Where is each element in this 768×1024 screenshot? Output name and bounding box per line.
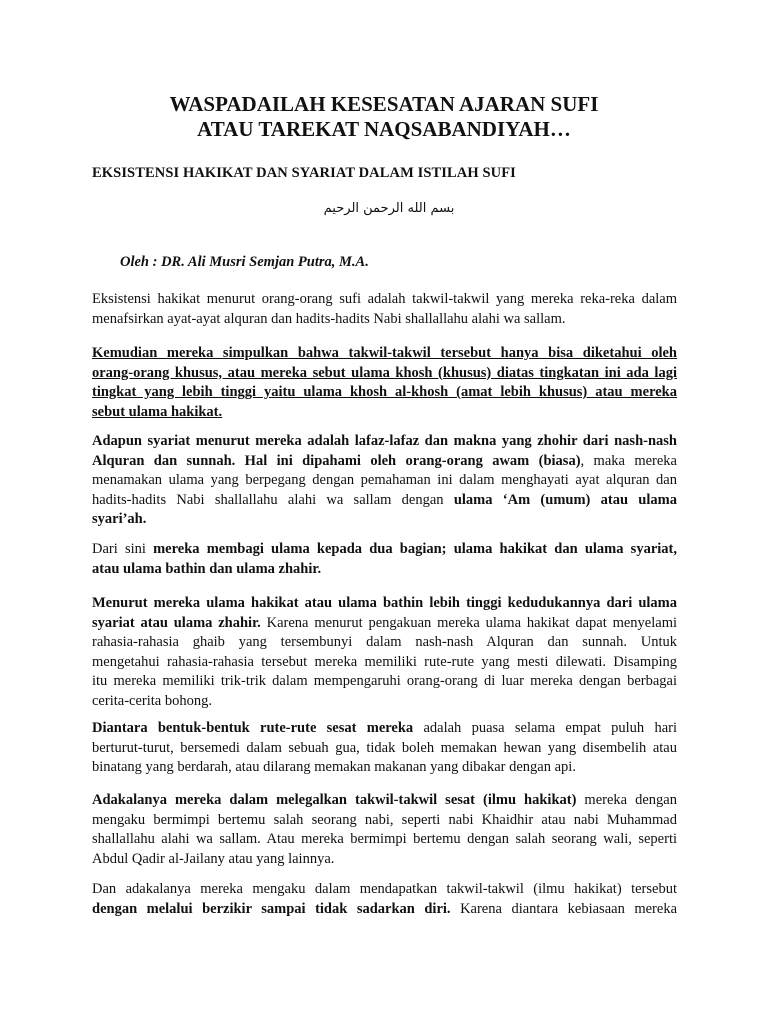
paragraph-8	[92, 880, 677, 919]
bold-text: sebut ulama hakikat.	[92, 403, 223, 420]
bold-text: ulama ‘Am (umum) atau ulama	[453, 491, 677, 508]
paragraph-5	[92, 594, 677, 711]
paragraph-line: mengetahui rahasia-rahasia tersebut mereka memiliki rute-rute yang mesti dilewati. Disamping	[92, 653, 677, 670]
bold-text: syari’ah.	[92, 511, 147, 527]
paragraph-line	[92, 560, 677, 580]
bold-text: Adakalanya mereka dalam melegalkan takwil-takwil sesat (ilmu hakikat)	[92, 792, 577, 808]
basmala-text: بسم الله الرحمن الرحيم	[323, 201, 455, 216]
paragraph-line	[92, 491, 677, 511]
paragraph-line	[92, 719, 677, 739]
document-title	[0, 92, 768, 142]
paragraph-4	[92, 540, 677, 579]
bold-text: Adapun syariat menurut mereka adalah lafaz-lafaz dan makna yang zhohir dari nash-nash	[92, 433, 677, 449]
paragraph-2	[92, 344, 677, 422]
paragraph-line	[92, 510, 677, 530]
paragraph-line	[92, 344, 677, 364]
paragraph-line: menamakan ulama yang berpegang dengan pemahaman ini dalam menghayati ayat alquran dan	[92, 472, 677, 488]
paragraph-line: Abdul Qadir al-Jailany atau yang lainnya.	[92, 850, 335, 867]
paragraph-line	[92, 403, 677, 423]
paragraph-3	[92, 432, 677, 530]
bold-text: Diantara bentuk-bentuk rute-rute sesat mereka	[92, 720, 414, 736]
paragraph-1	[92, 290, 677, 329]
plain-text: Karena diantara kebiasaan mereka	[450, 900, 677, 917]
paragraph-line	[92, 791, 677, 811]
bold-text: dengan melalui berzikir sampai tidak sadarkan diri.	[92, 900, 451, 917]
paragraph-line: shallallahu alahi wa sallam. Atau mereka bermimpi bertemu dengan salah seorang wali, seperti	[92, 831, 677, 847]
bold-text: Kemudian mereka simpulkan bahwa takwil-takwil tersebut hanya bisa diketahui oleh	[92, 345, 677, 361]
paragraph-line	[92, 452, 677, 472]
paragraph-line	[92, 614, 677, 634]
paragraph-line: cerita-cerita bohong.	[92, 692, 212, 709]
plain-text: , maka mereka	[580, 452, 677, 469]
paragraph-line	[92, 432, 677, 452]
plain-text: Dari sini	[92, 541, 154, 557]
bold-text: Menurut mereka ulama hakikat atau ulama bathin lebih tinggi kedudukannya dari ulama	[92, 595, 677, 611]
plain-text: Karena menurut pengakuan mereka ulama hakikat dapat menyelami	[260, 614, 677, 631]
bold-text: mereka membagi ulama kepada dua bagian; ulama hakikat dan ulama syariat,	[153, 541, 677, 557]
paragraph-6	[92, 719, 677, 778]
bold-text: orang-orang khusus, atau mereka sebut ulama khosh (khusus) diatas tingkatan ini ada lagi	[92, 364, 677, 381]
paragraph-line: binatang yang berdarah, atau dilarang memakan makanan yang dibakar dengan api.	[92, 759, 576, 775]
title-line-2: ATAU TAREKAT NAQSABANDIYAH…	[197, 117, 571, 141]
paragraph-7	[92, 791, 677, 869]
bold-text: Alquran dan sunnah. Hal ini dipahami oleh orang-orang awam (biasa)	[92, 452, 581, 469]
bold-text: atau ulama bathin dan ulama zhahir.	[92, 560, 322, 577]
bold-text: syariat atau ulama zhahir.	[92, 614, 261, 631]
paragraph-line: itu mereka memiliki trik-trik dalam mempengaruhi orang-orang di luar mereka dengan berbagai	[92, 673, 677, 689]
paragraph-line: Dan adakalanya mereka mengaku dalam mendapatkan takwil-takwil (ilmu hakikat) tersebut	[92, 881, 677, 897]
paragraph-line: rahasia-rahasia ghaib yang tersembunyi dalam nash-nash Alquran dan sunnah. Untuk	[92, 634, 677, 650]
bold-text: tingkat yang lebih tinggi yaitu ulama khosh al-khosh (amat lebih khusus) atau mereka	[92, 384, 677, 400]
title-line-1: WASPADAILAH KESESATAN AJARAN SUFI	[169, 92, 599, 116]
paragraph-line	[92, 594, 677, 614]
paragraph-line	[92, 900, 677, 920]
paragraph-line: berturut-turut, bersemedi dalam sebuah gua, tidak boleh memakan hewan yang disembelih atau	[92, 739, 677, 756]
paragraph-line	[92, 383, 677, 403]
author-line: Oleh : DR. Ali Musri Semjan Putra, M.A.	[120, 254, 369, 270]
plain-text: mereka dengan	[576, 792, 677, 808]
section-subtitle: EKSISTENSI HAKIKAT DAN SYARIAT DALAM ISTILAH SUFI	[92, 165, 516, 181]
paragraph-line: mengaku bermimpi bertemu salah seorang nabi, seperti nabi Khaidhir atau nabi Muhammad	[92, 811, 677, 828]
plain-text: hadits-hadits Nabi shallallahu alahi wa sallam dengan	[92, 491, 454, 508]
paragraph-line: Eksistensi hakikat menurut orang-orang sufi adalah takwil-takwil yang mereka reka-reka dalam	[92, 291, 677, 307]
paragraph-line	[92, 540, 677, 560]
plain-text: adalah puasa selama empat puluh hari	[413, 720, 678, 736]
paragraph-line	[92, 364, 677, 384]
paragraph-line: menafsirkan ayat-ayat alquran dan hadits-hadits Nabi shallallahu alahi wa sallam.	[92, 310, 566, 327]
